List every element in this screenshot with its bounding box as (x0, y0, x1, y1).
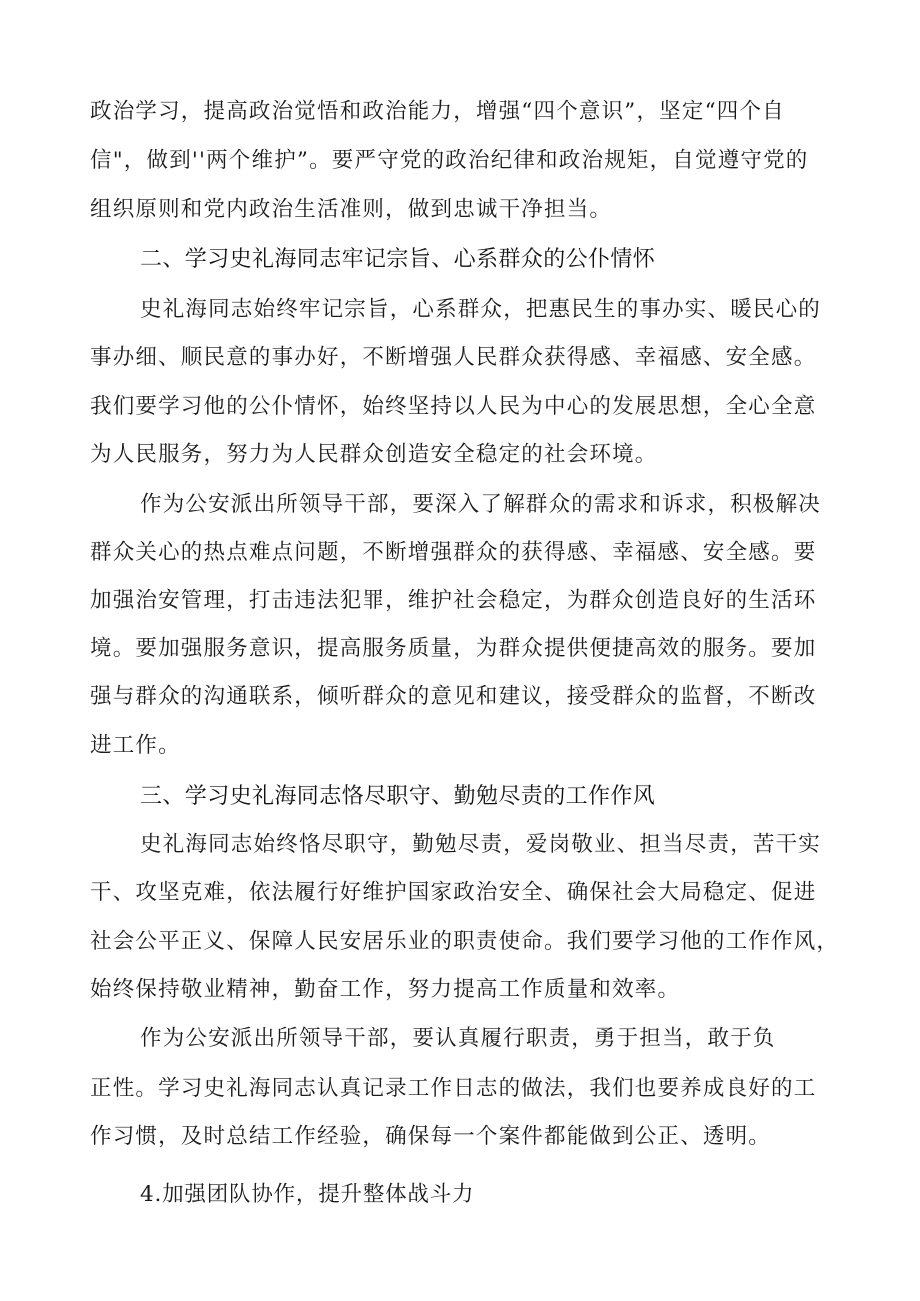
intro-line-1: 政治学习，提高政治觉悟和政治能力，增强“四个意识”，坚定“四个自 (90, 99, 785, 124)
section2-para1-line-1: 史礼海同志始终牢记宗旨，心系群众，把惠民生的事办实、暖民心的 (140, 297, 822, 322)
section2-heading: 二、学习史礼海同志牢记宗旨、心系群众的公仆情怀 (140, 247, 656, 272)
section2-para2-line-2: 群众关心的热点难点问题，不断增强群众的获得感、幸福感、安全感。要 (90, 540, 817, 565)
section2-para2-line-6: 进工作。 (90, 733, 181, 758)
intro-line-2: 信"，做到''两个维护”。要严守党的政治纪律和政治规矩，自觉遵守党的 (90, 148, 809, 173)
section3-heading: 三、学习史礼海同志恪尽职守、勤勉尽责的工作作风 (140, 784, 656, 809)
section2-para2-line-5: 强与群众的沟通联系，倾听群众的意见和建议，接受群众的监督，不断改 (90, 684, 817, 709)
section3-para1-line-3: 社会公平正义、保障人民安居乐业的职责使命。我们要学习他的工作作风， (90, 929, 840, 954)
section2-para2-line-4: 境。要加强服务意识，提高服务质量，为群众提供便捷高效的服务。要加 (90, 636, 817, 661)
section3-para1-line-2: 干、攻坚克难，依法履行好维护国家政治安全、确保社会大局稳定、促进 (90, 880, 817, 905)
section3-para2-line-1: 作为公安派出所领导干部，要认真履行职责，勇于担当，敢于负 (140, 1026, 776, 1051)
section2-para1-line-3: 我们要学习他的公仆情怀，始终坚持以人民为中心的发展思想，全心全意 (90, 394, 817, 419)
intro-line-3: 组织原则和党内政治生活准则，做到忠诚干净担当。 (90, 197, 613, 222)
section2-para1-line-2: 事办细、顺民意的事办好，不断增强人民群众获得感、幸福感、安全感。 (90, 345, 817, 370)
section3-para2-line-3: 作习惯，及时总结工作经验，确保每一个案件都能做到公正、透明。 (90, 1124, 772, 1149)
section3-para1-line-1: 史礼海同志始终恪尽职守，勤勉尽责，爱岗敬业、担当尽责，苦干实 (140, 832, 822, 857)
section3-para2-line-2: 正性。学习史礼海同志认真记录工作日志的做法，我们也要养成良好的工 (90, 1076, 817, 1101)
section2-para2-line-3: 加强治安管理，打击违法犯罪，维护社会稳定，为群众创造良好的生活环 (90, 588, 817, 613)
section2-para1-line-4: 为人民服务，努力为人民群众创造安全稳定的社会环境。 (90, 442, 658, 467)
item4-heading: 4.加强团队协作，提升整体战斗力 (140, 1182, 475, 1207)
section3-para1-line-4: 始终保持敬业精神，勤奋工作，努力提高工作质量和效率。 (90, 977, 681, 1002)
section2-para2-line-1: 作为公安派出所领导干部，要深入了解群众的需求和诉求，积极解决 (140, 492, 822, 517)
